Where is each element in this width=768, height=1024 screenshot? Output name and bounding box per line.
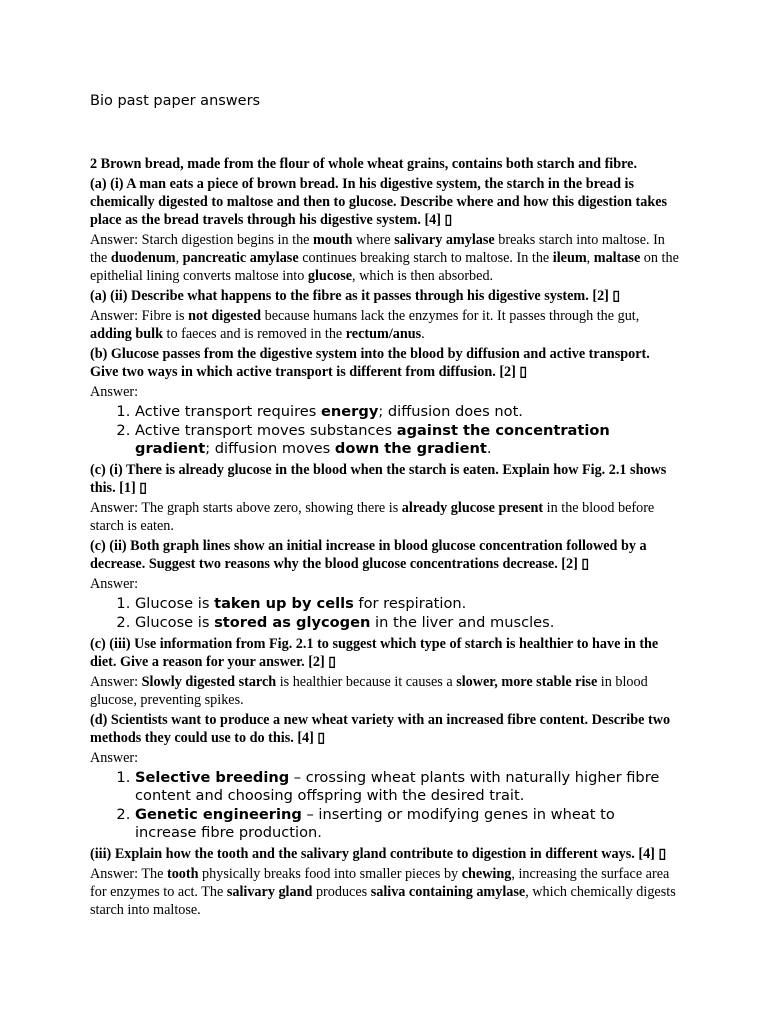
bold-term: taken up by cells [214, 595, 354, 612]
bold-term: maltase [593, 250, 641, 266]
answer-a-i [90, 231, 680, 285]
text-run: – crossing wheat plants with naturally higher fibre content and choosing offspring with the desired trait. [135, 769, 660, 804]
bold-term: rectum/anus [345, 326, 422, 342]
text-run: Active transport moves substances [135, 422, 397, 439]
question-c-iii: (c) (iii) Use information from Fig. 2.1 to suggest which type of starch is healthier to have in the diet. Give a reason for your answer. [2] ▯ [90, 636, 659, 670]
bold-term: against the concentration gradient [135, 422, 610, 457]
text-run: – inserting or modifying genes in wheat to increase fibre production. [135, 806, 615, 841]
answer-list-item [135, 595, 680, 613]
answer-label-b: Answer: [90, 384, 139, 400]
text-run: in the liver and muscles. [370, 614, 555, 631]
text-run: , which chemically digests starch into maltose. [90, 884, 676, 918]
question-iii: (iii) Explain how the tooth and the salivary gland contribute to digestion in different ways. [4] ▯ [90, 846, 667, 862]
text-run: Answer: Starch digestion begins in the [90, 232, 314, 248]
bold-term: tooth [166, 866, 199, 882]
bold-term: duodenum [110, 250, 176, 266]
question-d: (d) Scientists want to produce a new wheat variety with an increased fibre content. Describe two methods they could use to do this. [4] ▯ [90, 712, 671, 746]
bold-term: pancreatic amylase [182, 250, 299, 266]
text-run: ; diffusion does not. [378, 403, 523, 420]
bold-term: stored as glycogen [214, 614, 371, 631]
question-intro: 2 Brown bread, made from the flour of whole wheat grains, contains both starch and fibre. [90, 156, 638, 172]
text-run: Answer: The graph starts above zero, showing there is [90, 500, 402, 516]
answer-list-item [135, 769, 680, 805]
bold-term: saliva containing amylase [370, 884, 526, 900]
bold-term: Selective breeding [135, 769, 290, 786]
text-run: Answer: The [90, 866, 167, 882]
bold-term: salivary gland [226, 884, 313, 900]
question-a-ii: (a) (ii) Describe what happens to the fibre as it passes through his digestive system. [2] ▯ [90, 288, 621, 304]
bold-term: not digested [188, 308, 262, 324]
text-run: , increasing the surface area for enzymes to act. The [90, 866, 670, 900]
bold-term: down the gradient [334, 440, 487, 457]
answer-label-c-ii: Answer: [90, 576, 139, 592]
answer-a-ii [90, 307, 680, 343]
bold-term: ileum [552, 250, 587, 266]
bold-term: energy [320, 403, 379, 420]
answer-list-item [135, 403, 680, 421]
bold-term: glucose [307, 268, 353, 284]
text-run: in the blood before starch is eaten. [90, 500, 655, 534]
bold-term: salivary amylase [394, 232, 495, 248]
answer-c-iii [90, 673, 680, 709]
text-run: physically breaks food into smaller pieces by [198, 866, 462, 882]
answer-list-item [135, 614, 680, 632]
bold-term: adding bulk [90, 326, 163, 342]
bold-term: mouth [313, 232, 353, 248]
bold-term: already glucose present [401, 500, 544, 516]
question-b: (b) Glucose passes from the digestive system into the blood by diffusion and active transport. Give two ways in which active transport is different from diffusion. [2] ▯ [90, 346, 650, 380]
text-run: because humans lack the enzymes for it. It passes through the gut, [261, 308, 640, 324]
text-run: breaks starch into maltose. In the [90, 232, 665, 266]
text-run: ; diffusion moves [205, 440, 335, 457]
question-c-ii: (c) (ii) Both graph lines show an initial increase in blood glucose concentration followed by a decrease. Suggest two reasons why the blood glucose concentrations decrease. [2] ▯ [90, 538, 647, 572]
document-title: Bio past paper answers [90, 93, 261, 109]
text-run: continues breaking starch to maltose. In the [298, 250, 553, 266]
text-run: Answer: [90, 674, 142, 690]
answer-list-c-ii [90, 595, 680, 632]
text-run: , [586, 250, 594, 266]
text-run: where [352, 232, 395, 248]
text-run: , which is then absorbed. [352, 268, 494, 284]
document-body [90, 155, 680, 921]
answer-list-d [90, 769, 680, 842]
text-run: . [421, 326, 425, 342]
text-run: on the epithelial lining converts maltose into [90, 250, 679, 284]
answer-list-item [135, 806, 680, 842]
question-c-i: (c) (i) There is already glucose in the blood when the starch is eaten. Explain how Fig. 2.1 shows this. [1] ▯ [90, 462, 667, 496]
text-run: produces [312, 884, 371, 900]
text-run: for respiration. [353, 595, 467, 612]
text-run: in blood glucose, preventing spikes. [90, 674, 648, 708]
answer-iii [90, 865, 680, 919]
answer-label-d: Answer: [90, 750, 139, 766]
text-run: Answer: Fibre is [90, 308, 189, 324]
bold-term: slower, more stable rise [456, 674, 598, 690]
text-run: to faeces and is removed in the [162, 326, 346, 342]
answer-c-i [90, 499, 680, 535]
question-a-i: (a) (i) A man eats a piece of brown bread. In his digestive system, the starch in the bread is chemically digested to maltose and then to glucose. Describe where and how this digestion takes place as the bread travels through his digestive system. [4] ▯ [90, 176, 668, 228]
text-run: , [175, 250, 183, 266]
bold-term: Genetic engineering [135, 806, 302, 823]
text-run: . [486, 440, 492, 457]
text-run: Glucose is [135, 614, 215, 631]
answer-list-b [90, 403, 680, 458]
bold-term: chewing [461, 866, 512, 882]
text-run: Active transport requires [135, 403, 321, 420]
text-run: is healthier because it causes a [276, 674, 457, 690]
text-run: Glucose is [135, 595, 215, 612]
bold-term: Slowly digested starch [141, 674, 277, 690]
answer-list-item [135, 422, 680, 458]
